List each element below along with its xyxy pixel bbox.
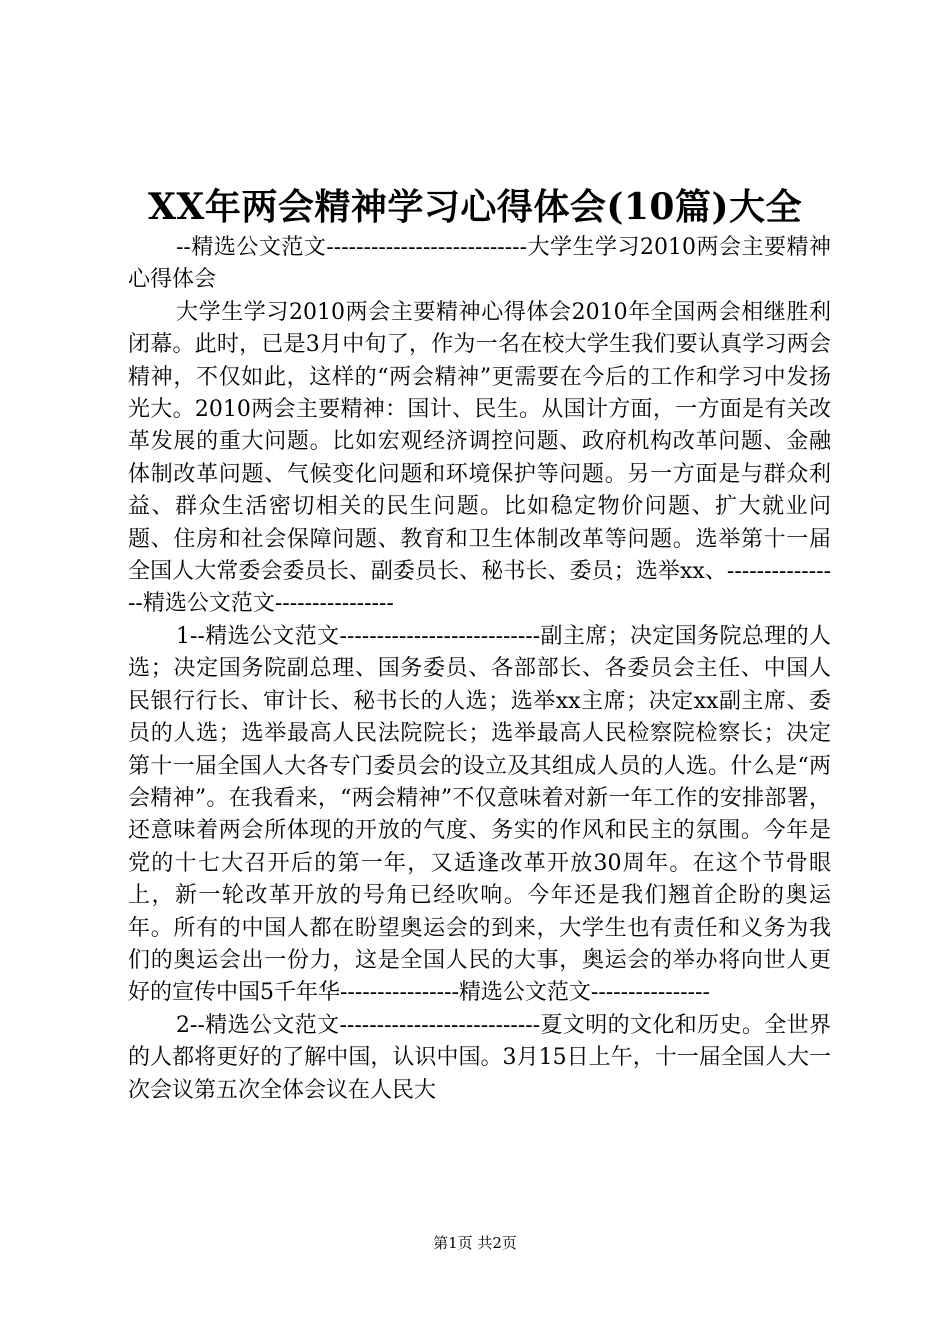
paragraph-section-1: 1--精选公文范文---------------------------副主席；决定国务院总理的人选；决定国务院副总理、国务委员、各部部长、各委员会主任、中国人民银行行长、审计长、秘书长的人选；选举xx主席；决定xx副主席、委员的人选；选举最高人民法院院长；选举最高人民检察院检察长；决定第十一届全国人大各专门委员会的设立及其组成人员的人选。什么是“两会精神”。在我看来，“两会精神”不仅意味着对新一年工作的安排部署，还意味着两会所体现的开放的气度、务实的作风和民主的氛围。今年是党的十七大召开后的第一年，又适逢改革开放30周年。在这个节骨眼上，新一轮改革开放的号角已经吹响。今年还是我们翘首企盼的奥运年。所有的中国人都在盼望奥运会的到来，大学生也有责任和义务为我们的奥运会出一份力，这是全国人民的大事，奥运会的举办将向世人更好的宣传中国5千年华----------------精选公文范文---------------- — [128, 623, 831, 1006]
document-title: XX年两会精神学习心得体会(10篇)大全 — [147, 186, 803, 228]
paragraph-section-2: 2--精选公文范文---------------------------夏文明的文化和历史。全世界的人都将更好的了解中国，认识中国。3月15日上午，十一届全国人大一次会议第五次全体会议在人民大 — [128, 1012, 831, 1103]
document-body — [128, 232, 831, 1107]
page-number-footer: 第1页 共2页 — [433, 1234, 517, 1252]
paragraph-header: --精选公文范文---------------------------大学生学习2010两会主要精神心得体会 — [128, 235, 831, 293]
paragraph-intro: 大学生学习2010两会主要精神心得体会2010年全国两会相继胜利闭幕。此时，已是3月中旬了，作为一名在校大学生我们要认真学习两会精神，不仅如此，这样的“两会精神”更需要在今后的工作和学习中发扬光大。2010两会主要精神：国计、民生。从国计方面，一方面是有关改革发展的重大问题。比如宏观经济调控问题、政府机构改革问题、金融体制改革问题、气候变化问题和环境保护等问题。另一方面是与群众利益、群众生活密切相关的民生问题。比如稳定物价问题、扩大就业问题、住房和社会保障问题、教育和卫生体制改革等问题。选举第十一届全国人大常委会委员长、副委员长、秘书长、委员；选举xx、----------------精选公文范文---------------- — [128, 299, 831, 617]
